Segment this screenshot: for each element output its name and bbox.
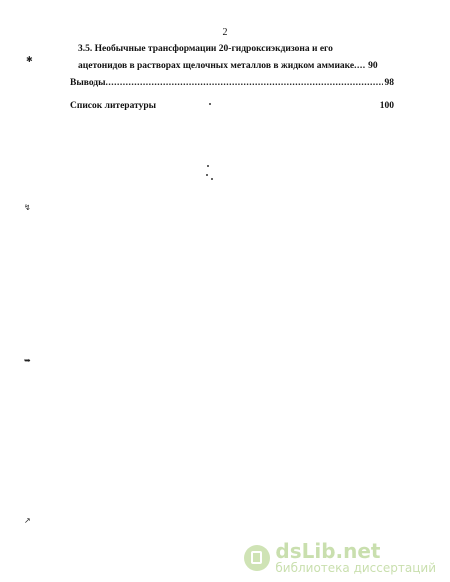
toc-entry <box>70 61 394 78</box>
watermark <box>244 541 436 574</box>
table-of-contents <box>70 44 394 118</box>
scan-speck <box>206 174 208 176</box>
toc-entry <box>70 78 394 95</box>
toc-entry <box>70 44 394 61</box>
scan-speck <box>209 103 211 105</box>
scan-mark-icon: ↗ <box>24 516 31 525</box>
watermark-subtitle: библиотека диссертаций <box>275 561 436 575</box>
watermark-name: dsLib.net <box>275 539 381 563</box>
page-number: 2 <box>222 27 228 38</box>
toc-entry-title: Выводы <box>70 78 106 88</box>
toc-entry-page: 98 <box>384 78 394 88</box>
toc-leader-dots <box>106 78 383 88</box>
scan-speck <box>207 165 209 167</box>
dslib-logo-icon <box>244 545 270 571</box>
scan-speck <box>211 178 213 180</box>
scan-mark-icon: ✱ <box>26 55 33 64</box>
toc-entry <box>70 101 394 118</box>
scan-mark-icon: ↯ <box>24 203 31 212</box>
toc-entry-title: ацетонидов в растворах щелочных металлов в жидком аммиаке <box>78 61 355 71</box>
toc-entry-title: 3.5. Необычные трансформации 20-гидроксиэкдизона и его <box>78 44 333 54</box>
toc-entry-title: Список литературы <box>70 101 157 111</box>
toc-entry-page: 100 <box>379 101 394 111</box>
toc-leader-dots <box>354 61 366 71</box>
toc-entry-page: 90 <box>368 61 378 71</box>
scan-mark-icon: ➥ <box>24 356 31 365</box>
